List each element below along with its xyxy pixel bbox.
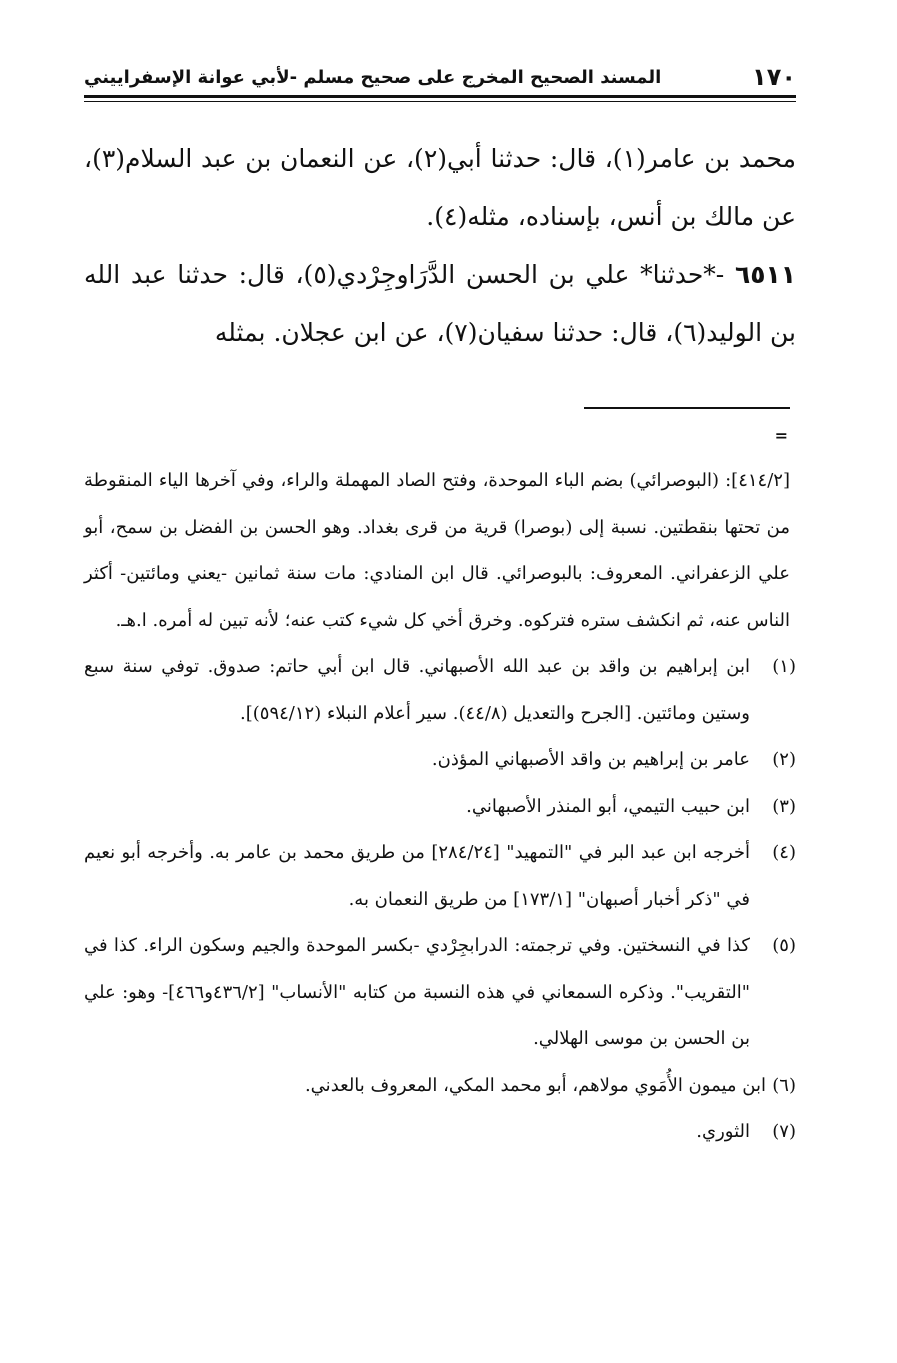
running-head: المسند الصحيح المخرج على صحيح مسلم -لأبي عوانة الإسفراييني — [84, 66, 662, 88]
footnote-number: (١) — [772, 656, 796, 677]
footnote-4 — [84, 830, 796, 923]
footnotes — [84, 458, 796, 1156]
footnote-text: عامر بن إبراهيم بن واقد الأصبهاني المؤذن. — [431, 749, 750, 770]
footnote-number: (٥) — [772, 935, 796, 956]
main-paragraph-1: محمد بن عامر(١)، قال: حدثنا أبي(٢)، عن النعمان بن عبد السلام(٣)، عن مالك بن أنس، بإسناده، مثله(٤). — [84, 144, 797, 231]
footnote-text: كذا في النسختين. وفي ترجمته: الدرابجِرْدي -بكسر الموحدة والجيم وسكون الراء. كذا في "التقريب". وذكره السمعاني في هذه النسبة من كتابه "الأنساب" [٤٣٦/٢و٤٦٦]- وهو: علي بن الحسن بن موسى الهلالي. — [84, 935, 750, 1049]
footnote-7 — [84, 1109, 796, 1156]
footnote-1 — [84, 644, 796, 737]
footnote-text: ابن إبراهيم بن واقد بن عبد الله الأصبهاني. قال ابن أبي حاتم: صدوق. توفي سنة سبع وستين ومائتين. [الجرح والتعديل (٤٤/٨). سير أعلام النبلاء (٥٩٤/١٢)]. — [84, 656, 750, 724]
footnote-5 — [84, 923, 796, 1063]
footnote-text: ابن ميمون الأُمَوي مولاهم، أبو محمد المكي، المعروف بالعدني. — [304, 1074, 766, 1096]
page-header — [84, 62, 796, 92]
main-text — [84, 130, 796, 362]
footnote-number: (٢) — [772, 749, 796, 770]
footnote-text: ابن حبيب التيمي، أبو المنذر الأصبهاني. — [466, 795, 750, 817]
page-number: ١٧٠ — [752, 63, 796, 91]
footnote-continuation-mark: = — [774, 426, 788, 445]
header-rule-thick — [84, 95, 796, 98]
footnote-2 — [84, 737, 796, 784]
main-paragraph-2 — [84, 246, 796, 362]
footnote-number: (٣) — [772, 795, 796, 817]
footnote-number: (٦) — [772, 1074, 796, 1096]
footnote-text: أخرجه ابن عبد البر في "التمهيد" [٢٨٤/٢٤] من طريق محمد بن عامر به. وأخرجه أبو نعيم في "ذكر أخبار أصبهان" [١٧٣/١] من طريق النعمان به. — [84, 842, 750, 910]
hadith-text: -*حدثنا* علي بن الحسن الدَّرَاوجِرْدي(٥)، قال: حدثنا عبد الله بن الوليد(٦)، قال: حدثنا سفيان(٧)، عن ابن عجلان. بمثله — [84, 260, 796, 347]
hadith-number: ٦٥١١ — [734, 260, 796, 289]
footnote-continuation: [٤١٤/٢]: (البوصرائي) بضم الباء الموحدة، وفتح الصاد المهملة والراء، وفي آخرها الياء المنقوطة من تحتها بنقطتين. نسبة إلى (بوصرا) قرية من قرى بغداد. وهو الحسن بن الفضل بن سمح، أبو علي الزعفراني. المعروف: بالبوصرائي. قال ابن المنادي: مات سنة ثمانين -يعني ومائتين- أكثر الناس عنه، ثم انكشف ستره فتركوه. وخرق أخي كل شيء كتب عنه؛ لأنه تبين له أمره. ا.هـ. — [84, 470, 790, 631]
header-rule-thin — [84, 101, 796, 102]
footnote-text: الثوري. — [696, 1121, 750, 1142]
footnote-number: (٧) — [772, 1121, 796, 1142]
footnote-3 — [84, 784, 796, 831]
footnote-6 — [84, 1063, 796, 1110]
footnote-number: (٤) — [772, 842, 796, 863]
footnote-separator — [584, 407, 790, 409]
